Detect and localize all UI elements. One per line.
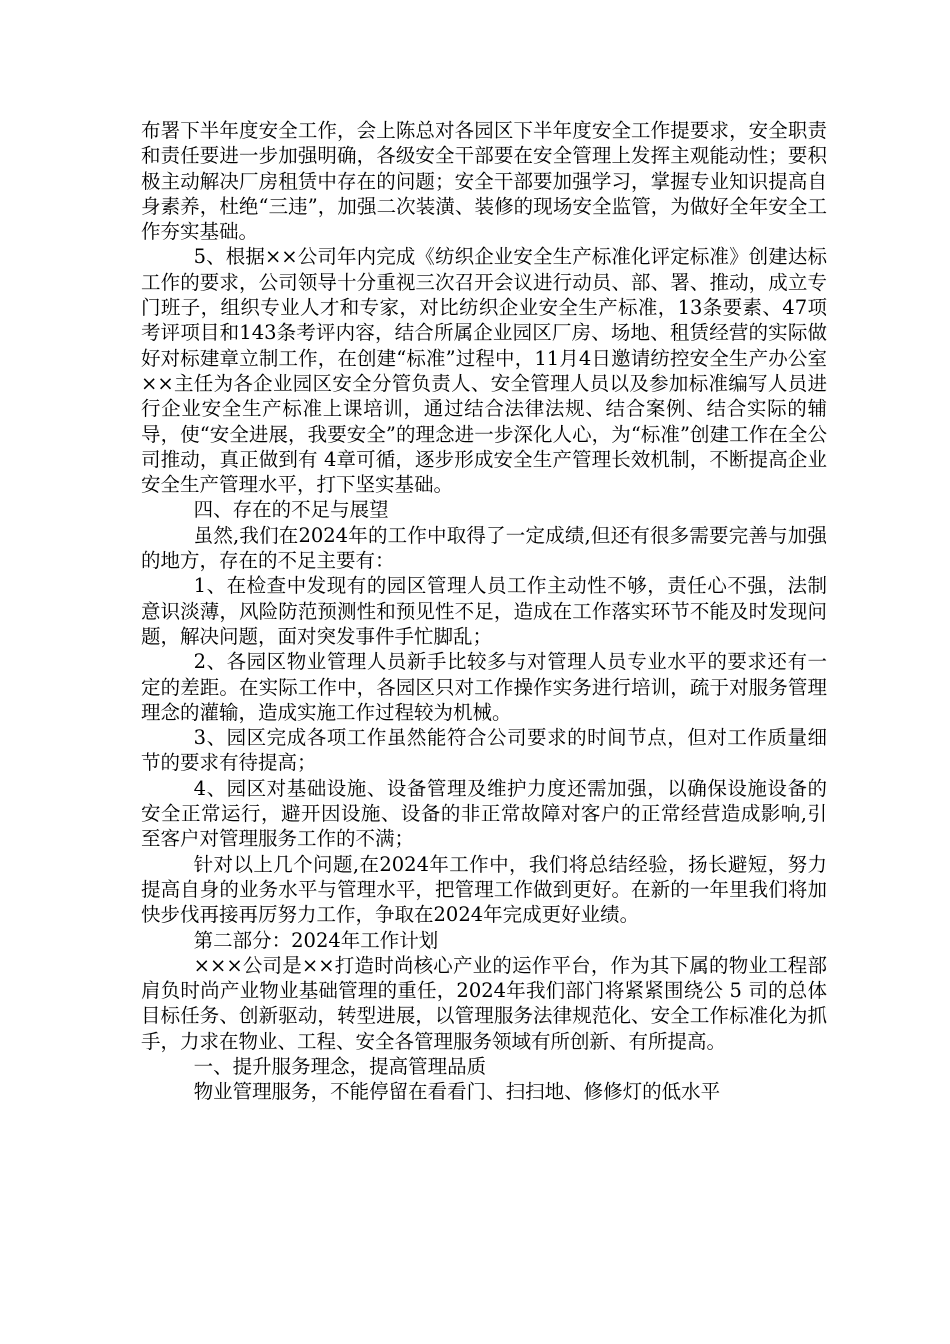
document-page	[141, 118, 827, 1105]
paragraph-7: 4、园区对基础设施、设备管理及维护力度还需加强，以确保设施设备的安全正常运行，避开因设施、设备的非正常故障对客户的正常经营造成影响,引至客户对管理服务工作的不满；	[141, 776, 827, 851]
paragraph-4: 1、在检查中发现有的园区管理人员工作主动性不够，责任心不强，法制意识淡薄，风险防范预测性和预见性不足，造成在工作落实环节不能及时发现问题，解决问题，面对突发事件手忙脚乱；	[141, 574, 827, 648]
paragraph-10: 物业管理服务，不能停留在看看门、扫扫地、修修灯的低水平	[193, 1080, 721, 1104]
section-heading-part-two: 第二部分：2024年工作计划	[193, 928, 439, 952]
paragraph-9: ×××公司是××打造时尚核心产业的运作平台，作为其下属的物业工程部肩负时尚产业物业基础管理的重任，2024年我们部门将紧紧围绕公 5 司的总体目标任务、创新驱动，转型进展，以管理服务法律规范化、安全工作标准化为抓手，力求在物业、工程、安全各管理服务领域有所创新、有所提高。	[141, 953, 827, 1053]
paragraph-5: 2、各园区物业管理人员新手比较多与对管理人员专业水平的要求还有一定的差距。在实际工作中，各园区只对工作操作实务进行培训，疏于对服务管理理念的灌输，造成实施工作过程较为机械。	[141, 650, 827, 724]
section-heading-service: 一、提升服务理念，提高管理品质	[193, 1054, 487, 1078]
paragraph-6: 3、园区完成各项工作虽然能符合公司要求的时间节点，但对工作质量细节的要求有待提高；	[141, 726, 827, 775]
paragraph-2: 5、根据××公司年内完成《纺织企业安全生产标准化评定标准》创建达标工作的要求，公司领导十分重视三次召开会议进行动员、部、署、推动，成立专门班子，组织专业人才和专家，对比纺织企业安全生产标准，13条要素、47项考评项目和143条考评内容，结合所属企业园区厂房、场地、租赁经营的实际做好对标建章立制工作，在创建“标准”过程中，11月4日邀请纺控安全生产办公室××主任为各企业园区安全分管负责人、安全管理人员以及参加标准编写人员进行企业安全生产标准上课培训，通过结合法律法规、结合案例、结合实际的辅导，使“安全进展，我要安全”的理念进一步深化人心，为“标准”创建工作在全公司推动，真正做到有 4章可循，逐步形成安全生产管理长效机制，不断提高企业安全生产管理水平，打下坚实基础。	[141, 245, 827, 497]
paragraph-8: 针对以上几个问题,在2024年工作中，我们将总结经验，扬长避短，努力提高自身的业务水平与管理水平，把管理工作做到更好。在新的一年里我们将加快步伐再接再厉努力工作，争取在2024年完成更好业绩。	[141, 852, 827, 927]
section-heading-shortcomings: 四、存在的不足与展望	[193, 498, 389, 522]
paragraph-3: 虽然,我们在2024年的工作中取得了一定成绩,但还有很多需要完善与加强的地方，存在的不足主要有：	[141, 523, 827, 573]
paragraph-1: 布署下半年度安全工作，会上陈总对各园区下半年度安全工作提要求，安全职责和责任要进一步加强明确，各级安全干部要在安全管理上发挥主观能动性；要积极主动解决厂房租赁中存在的问题；安全干部要加强学习，掌握专业知识提高自身素养，杜绝“三违”，加强二次装潢、装修的现场安全监管，为做好全年安全工作夯实基础。	[141, 119, 827, 244]
